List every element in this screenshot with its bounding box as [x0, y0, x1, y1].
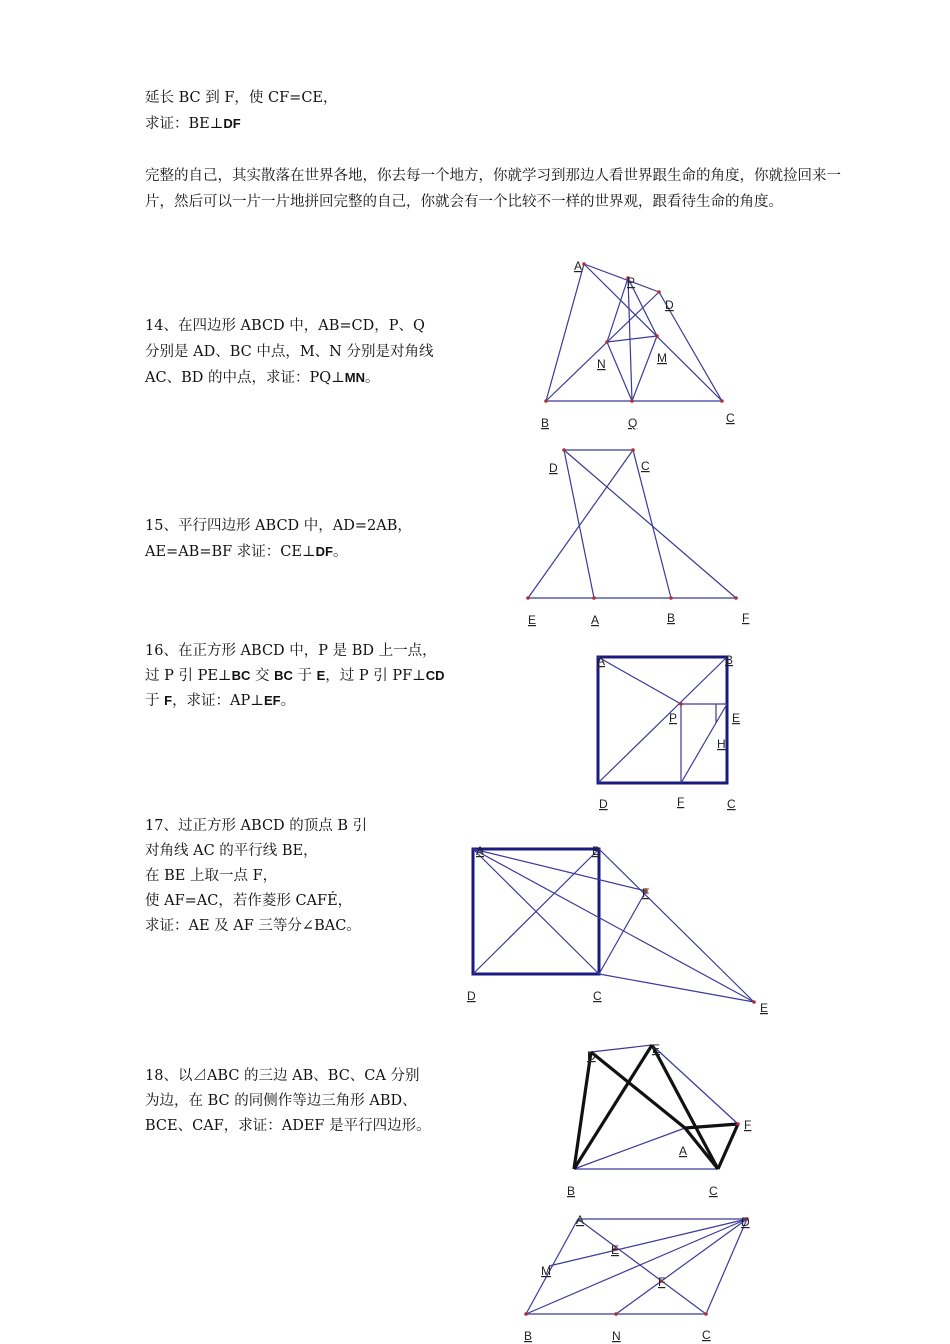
f14-label-m: M — [657, 351, 667, 365]
figure-18 — [567, 1042, 751, 1198]
intro-text: 求证：BE⊥ — [145, 116, 224, 132]
p16-b3: E — [316, 668, 326, 683]
p17-line-3: 在 BE 上取一点 F， — [145, 868, 278, 884]
f15-label-b: B — [667, 611, 676, 625]
f15-label-c: C — [641, 459, 650, 473]
p17-line-4: 使 AF=AC，若作菱形 CAFÉ， — [145, 893, 353, 909]
p14-line-1: 14、在四边形 ABCD 中，AB=CD，P、Q — [145, 318, 425, 334]
f19-label-f: F — [658, 1275, 666, 1289]
f18-label-f: F — [744, 1118, 752, 1132]
f14-label-q: Q — [628, 416, 638, 430]
p15-text: AE=AB=BF 求证：CE⊥ — [145, 544, 316, 560]
f16-label-c: C — [727, 797, 736, 811]
p15-line-1: 15、平行四边形 ABCD 中，AD=2AB， — [145, 518, 412, 534]
f16-label-f: F — [677, 795, 685, 809]
f14-label-p: P — [627, 275, 636, 289]
f16-label-h: H — [717, 737, 726, 751]
f16-label-e: E — [732, 711, 741, 725]
f17-label-b: B — [592, 844, 601, 858]
f14-label-c: C — [726, 411, 735, 425]
p14-bold: MN — [344, 370, 365, 385]
figure-16 — [597, 653, 740, 811]
f16-label-a: A — [597, 654, 606, 668]
f18-label-b: B — [567, 1184, 576, 1198]
f19-label-a: A — [576, 1213, 585, 1227]
f14-label-a: A — [574, 259, 583, 273]
p16-t5: 于 — [145, 693, 165, 709]
f17-label-a: A — [476, 844, 485, 858]
f16-label-p: P — [669, 711, 678, 725]
f14-label-d: D — [665, 298, 674, 312]
p16-t2: 交 — [250, 668, 275, 684]
p17-line-2: 对角线 AC 的平行线 BE， — [145, 843, 318, 859]
f15-label-a: A — [591, 613, 600, 627]
f17-label-e: E — [760, 1001, 769, 1015]
p16-line-1: 16、在正方形 ABCD 中，P 是 BD 上一点， — [145, 643, 437, 659]
p14-text: AC、BD 的中点，求证：PQ⊥ — [145, 370, 345, 386]
f17-label-c: C — [593, 989, 602, 1003]
f14-label-n: N — [597, 357, 606, 371]
p17-line-5: 求证：AE 及 AF 三等分∠BAC。 — [145, 918, 361, 934]
p14-line-2: 分别是 AD、BC 中点，M、N 分别是对角线 — [145, 344, 434, 360]
f18-label-d: D — [587, 1049, 596, 1063]
figure-19 — [524, 1213, 750, 1343]
p15-bold: DF — [315, 544, 333, 559]
f16-label-d: D — [599, 797, 608, 811]
essay-paragraph: 完整的自己，其实散落在世界各地，你去每一个地方，你就学习到那边人看世界跟生命的角度，你就捡回来一片，然后可以一片一片地拼回完整的自己，你就会有一个比较不一样的世界观，跟看待生命的角度。 — [145, 168, 841, 210]
p14-tail: 。 — [364, 370, 380, 386]
f19-label-m: M — [541, 1264, 551, 1278]
p16-t3: 于 — [292, 668, 317, 684]
intro-bold: DF — [223, 116, 241, 131]
f18-label-e: E — [652, 1042, 661, 1056]
f19-label-b: B — [524, 1329, 533, 1343]
f16-label-b: B — [725, 653, 734, 667]
f15-label-e: E — [528, 613, 537, 627]
f19-label-d: D — [741, 1215, 750, 1229]
f19-label-c: C — [702, 1328, 711, 1342]
f18-label-c: C — [709, 1184, 718, 1198]
p18-line-2: 为边，在 BC 的同侧作等边三角形 ABD、 — [145, 1093, 417, 1109]
p15-tail: 。 — [332, 544, 348, 560]
p16-t6: ，求证：AP⊥ — [172, 693, 264, 709]
f19-label-n: N — [612, 1329, 621, 1343]
p16-t7: 。 — [280, 693, 296, 709]
p16-b6: EF — [263, 693, 281, 708]
figure-14 — [541, 259, 735, 430]
p16-b1: BC — [231, 668, 251, 683]
intro-line-1: 延长 BC 到 F，使 CF=CE， — [145, 90, 338, 106]
p17-line-1: 17、过正方形 ABCD 的顶点 B 引 — [145, 818, 368, 834]
p18-line-1: 18、以⊿ABC 的三边 AB、BC、CA 分别 — [145, 1068, 420, 1084]
f19-label-e: E — [611, 1243, 620, 1257]
p16-t4: ，过 P 引 PF⊥ — [325, 668, 426, 684]
f17-label-d: D — [467, 989, 476, 1003]
figure-17 — [467, 844, 768, 1015]
f14-label-b: B — [541, 416, 550, 430]
p16-b2: BC — [274, 668, 293, 683]
f15-label-f: F — [742, 611, 750, 625]
figure-15 — [526, 448, 749, 627]
f17-label-f: F — [642, 886, 650, 900]
p16-b5: F — [164, 693, 173, 708]
p16-t1: 过 P 引 PE⊥ — [145, 668, 232, 684]
f18-label-a: A — [679, 1144, 688, 1158]
p16-b4: CD — [425, 668, 445, 683]
p18-line-3: BCE、CAF，求证：ADEF 是平行四边形。 — [145, 1118, 431, 1134]
f15-label-d: D — [549, 461, 558, 475]
